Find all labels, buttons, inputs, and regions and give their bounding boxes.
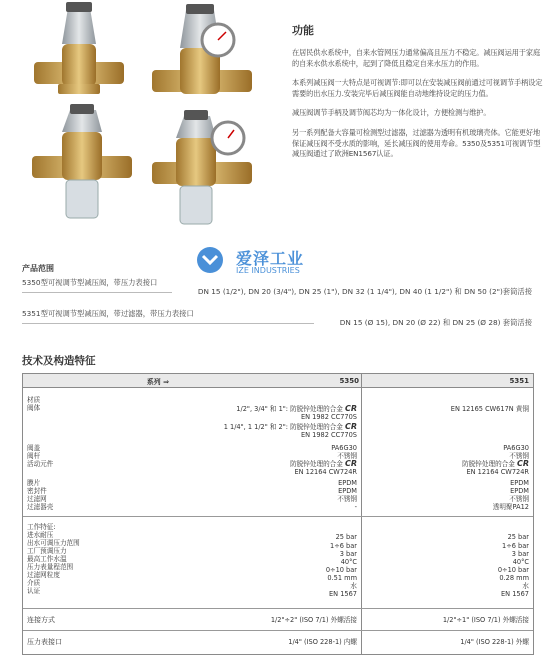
function-section — [292, 22, 547, 169]
5350-inlet: 25 bar — [335, 533, 357, 541]
5350-moving-std: EN 12164 CW724R — [294, 468, 357, 476]
text: 防脱锌处理的合金 — [290, 460, 343, 468]
text: 1 1/4", 1 1/2" 和 2": 防脱锌处理的合金 — [223, 423, 343, 431]
header-5350: 5350 — [339, 377, 359, 385]
label-filter-housing: 过滤器壳 — [27, 503, 54, 511]
5351-outlet: 1÷6 bar — [502, 542, 529, 550]
range-line-5351 — [22, 309, 532, 333]
5350-cert: EN 1567 — [329, 590, 357, 598]
valve-5351-gauge-image — [152, 110, 252, 224]
label-material: 材质 — [27, 396, 41, 404]
cr-mark: CR — [516, 459, 529, 468]
5351-moving — [363, 460, 529, 468]
label-gauge-range: 压力表量程范围 — [27, 563, 74, 571]
table-header — [23, 374, 533, 388]
logo-text-zh: 爱泽工业 — [236, 249, 305, 268]
label-seals: 密封件 — [27, 487, 47, 495]
label-bonnet: 阀盖 — [27, 444, 41, 452]
5351-gauge-connection: 1/4" (ISO 228-1) 外螺 — [460, 638, 529, 646]
logo-text-en: IZE INDUSTRIES — [236, 266, 300, 275]
label-connection: 连接方式 — [27, 616, 55, 624]
valve-illustrations — [12, 0, 284, 232]
function-paragraph-2: 本系列减压阀一大特点是可视调节:即可以在安装减压阀前通过可视调节手柄设定需要的出水压力.安装完毕后减压阀能自动地维持设定的压力值。 — [292, 78, 543, 98]
5351-filter-housing: 透明聚PA12 — [492, 503, 529, 511]
row-divider — [23, 516, 533, 517]
5351-cert: EN 1567 — [501, 590, 529, 598]
label-performance: 工作特征: — [27, 523, 56, 531]
5350-stem: 不锈钢 — [337, 452, 357, 460]
label-stem: 阀杆 — [27, 452, 41, 460]
5351-gauge-range: 0÷10 bar — [497, 566, 529, 574]
range-5351-desc: 5351型可视调节型减压阀，带过滤器，带压力表接口 — [22, 309, 194, 318]
5350-filter: 不锈钢 — [337, 495, 357, 503]
5351-moving-std: EN 12164 CW724R — [466, 468, 529, 476]
valve-5351-image — [32, 104, 132, 218]
label-diaphragm: 膜片 — [27, 479, 41, 487]
label-gauge-connection: 压力表接口 — [27, 638, 62, 646]
5350-moving — [193, 460, 357, 468]
function-heading: 功能 — [292, 24, 314, 37]
cr-mark: CR — [344, 404, 357, 413]
5350-body-b2: EN 1982 CC770S — [300, 431, 357, 439]
5350-body-a — [193, 405, 357, 413]
function-paragraph-1: 在居民供水系统中，自来水管网压力通常偏高且压力不稳定。减压阀运用于家庭的自来水供水系统中，起到了降低且稳定自来水压力的作用。 — [292, 48, 541, 68]
5351-inlet: 25 bar — [507, 533, 529, 541]
valve-5350-gauge-image — [152, 4, 252, 94]
5351-bonnet: PA6G30 — [503, 444, 529, 452]
5351-factory: 3 bar — [511, 550, 529, 558]
tech-heading: 技术及构造特征 — [22, 355, 96, 367]
spec-table — [22, 373, 534, 655]
product-photos — [12, 0, 284, 232]
label-moving-parts: 活动元件 — [27, 460, 54, 468]
header-5351: 5351 — [509, 377, 529, 385]
5350-gauge-range: 0÷10 bar — [325, 566, 357, 574]
range-5350-desc: 5350型可视调节型减压阀，带压力表接口 — [22, 278, 158, 287]
range-5350-spec: DN 15 (1/2"), DN 20 (3/4"), DN 25 (1"), DN 32 (1 1/4"), DN 40 (1 1/2") 和 DN 50 (2")套筒活接 — [197, 287, 532, 296]
5351-temp: 40°C — [512, 558, 529, 566]
row-divider — [23, 608, 533, 609]
label-medium: 介质 — [27, 579, 41, 587]
label-certification: 认证 — [27, 587, 41, 595]
label-max-inlet: 进水耐压 — [27, 531, 54, 539]
header-series: 系列 ⇒ — [146, 378, 169, 386]
5350-seals: EPDM — [338, 487, 357, 495]
5350-diaphragm: EPDM — [338, 479, 357, 487]
cr-mark: CR — [344, 459, 357, 468]
range-5351-spec: DN 15 (Ø 15), DN 20 (Ø 22) 和 DN 25 (Ø 28) 套筒活接 — [339, 318, 532, 327]
range-heading: 产品范围 — [22, 264, 54, 273]
ize-logo-icon — [196, 246, 224, 274]
label-outlet-range: 出水可调压力范围 — [27, 539, 80, 547]
5350-body-b — [193, 423, 357, 431]
5350-filter-housing: - — [354, 503, 357, 511]
range-line-5350 — [22, 278, 532, 302]
5351-stem: 不锈钢 — [509, 452, 529, 460]
label-filter: 过滤网 — [27, 495, 47, 503]
label-max-temp: 最高工作水温 — [27, 555, 67, 563]
text: 1/2", 3/4" 和 1": 防脱锌处理的合金 — [236, 405, 343, 413]
5350-bonnet: PA6G30 — [331, 444, 357, 452]
5351-body: EN 12165 CW617N 黄铜 — [450, 405, 529, 413]
5351-connection: 1/2"÷1" (ISO 7/1) 外螺活接 — [442, 616, 529, 624]
text: 防脱锌处理的合金 — [462, 460, 515, 468]
5350-factory: 3 bar — [339, 550, 357, 558]
watermark-logo — [196, 246, 336, 280]
5350-gauge-connection: 1/4" (ISO 228-1) 内螺 — [288, 638, 357, 646]
5350-medium: 水 — [350, 582, 357, 590]
valve-5350-image — [34, 2, 124, 94]
5350-connection: 1/2"÷2" (ISO 7/1) 外螺活接 — [270, 616, 357, 624]
5351-filter: 不锈钢 — [509, 495, 529, 503]
5351-diaphragm: EPDM — [510, 479, 529, 487]
leader-line — [22, 323, 314, 324]
5350-mesh: 0.51 mm — [327, 574, 357, 582]
5351-seals: EPDM — [510, 487, 529, 495]
5351-medium: 水 — [522, 582, 529, 590]
label-factory-setting: 工厂预调压力 — [27, 547, 67, 555]
5350-body-a2: EN 1982 CC770S — [300, 413, 357, 421]
function-paragraph-4: 另一系列配备大容量可检测型过滤器，过滤器为透明有机玻璃壳体。它能更好地保证减压阀不受水质的影响，延长减压阀的使用寿命。5350及5351可视调节型减压阀通过了欧洲EN1567认证。 — [292, 127, 541, 159]
5350-outlet: 1÷6 bar — [330, 542, 357, 550]
label-body: 阀体 — [27, 404, 41, 412]
function-paragraph-3: 减压阀调节手柄及调节阀芯均为一体化设计，方便检测与维护。 — [292, 108, 491, 118]
row-divider — [23, 630, 533, 631]
5351-mesh: 0.28 mm — [499, 574, 529, 582]
5350-temp: 40°C — [340, 558, 357, 566]
cr-mark: CR — [344, 422, 357, 431]
leader-line — [22, 292, 172, 293]
column-divider — [361, 374, 362, 654]
label-mesh: 过滤网粒度 — [27, 571, 60, 579]
